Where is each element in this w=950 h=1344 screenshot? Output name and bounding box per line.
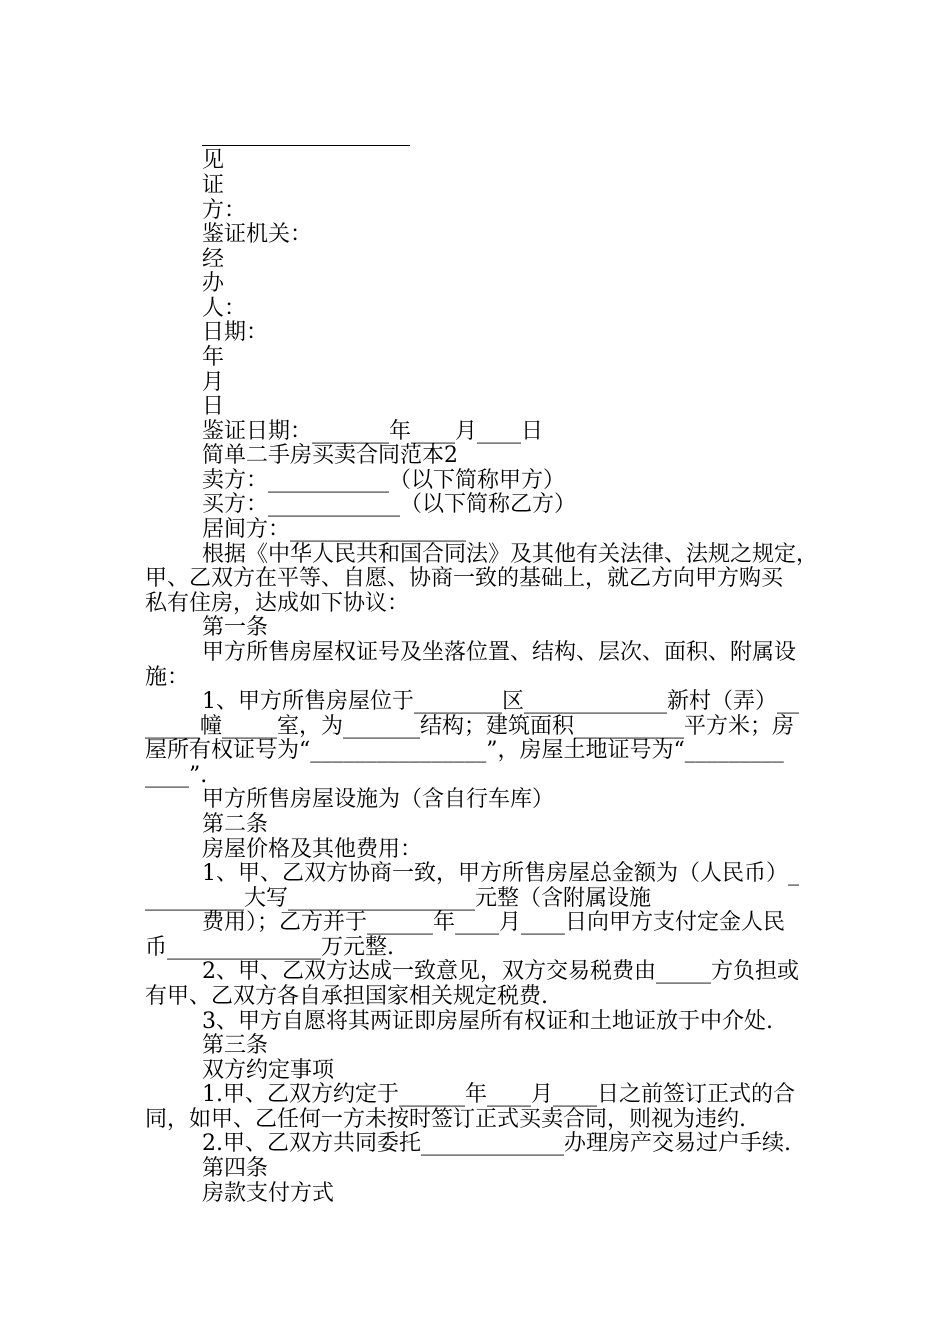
witness-label-2: 证 [202, 173, 225, 198]
article-1-item-1-line-4: ____”. [145, 763, 208, 788]
article-1-line-1: 甲方所售房屋权证号及坐落位置、结构、层次、面积、附属设 [202, 640, 797, 665]
article-2-item-1-line-1: 1、甲、乙双方协商一致，甲方所售房屋总金额为（人民币）_ [202, 861, 799, 886]
witness-label-3: 方： [202, 198, 247, 223]
authentication-date: 鉴证日期：_______年____月____日 [202, 419, 544, 444]
article-3-item-1-line-1: 1.甲、乙双方约定于______年____月____日之前签订正式的合 [202, 1082, 795, 1107]
article-2-item-1-line-4: 币______________万元整. [145, 935, 394, 960]
date-label: 日期： [202, 320, 269, 345]
article-3-item-1-line-2: 同，如甲、乙任何一方未按时签订正式买卖合同，则视为违约. [145, 1107, 746, 1132]
article-3-title: 双方约定事项 [202, 1058, 335, 1083]
article-2-item-2-line-2: 有甲、乙双方各自承担国家相关规定税费. [145, 984, 548, 1009]
article-1-item-1-line-3: 屋所有权证号为“________________”，房屋土地证号为“_________ [145, 738, 784, 763]
intermediary-line: 居间方：________________ [202, 517, 467, 542]
article-2-title: 房屋价格及其他费用： [202, 837, 423, 862]
article-1-heading: 第一条 [202, 615, 269, 640]
preamble-line-3: 私有住房，达成如下协议： [145, 591, 410, 616]
article-2-item-1-line-3: 费用）；乙方并于______年____月____日向甲方支付定金人民 [202, 910, 786, 935]
seller-line: 卖方：___________（以下简称甲方） [202, 468, 566, 493]
preamble-line-2: 甲、乙双方在平等、自愿、协商一致的基础上，就乙方向甲方购买 [145, 566, 784, 591]
authentication-agency-label: 鉴证机关： [202, 222, 313, 247]
article-4-heading: 第四条 [202, 1156, 269, 1181]
facilities-line: 甲方所售房屋设施为（含自行车库） [202, 787, 555, 812]
article-4-title: 房款支付方式 [202, 1181, 335, 1206]
article-2-heading: 第二条 [202, 812, 269, 837]
handler-label-2: 办 [202, 271, 225, 296]
date-day: 日 [202, 394, 225, 419]
article-2-item-2-line-1: 2、甲、乙双方达成一致意见，双方交易税费由_____方负担或 [202, 959, 799, 984]
contract-title: 简单二手房买卖合同范本2 [202, 443, 458, 468]
date-year: 年 [202, 345, 225, 370]
signature-line [202, 145, 410, 146]
date-month: 月 [202, 370, 225, 395]
handler-label-3: 人： [202, 296, 247, 321]
article-2-item-3: 3、甲方自愿将其两证即房屋所有权证和土地证放于中介处. [202, 1009, 773, 1034]
article-1-line-2: 施： [145, 665, 190, 690]
witness-label-1: 见 [202, 148, 225, 173]
article-1-item-1-line-1: 1、甲方所售房屋位于________区_____________新村（弄）__ [202, 689, 799, 714]
handler-label-1: 经 [202, 247, 225, 272]
article-3-heading: 第三条 [202, 1033, 269, 1058]
article-1-item-1-line-2: _____幢_____室，为_______结构；建筑面积__________平方米；房 [145, 714, 795, 739]
buyer-line: 买方：____________（以下简称乙方） [202, 492, 577, 517]
article-2-item-1-line-2: _________大写_________________元整（含附属设施 [145, 886, 652, 911]
preamble-line-1: 根据《中华人民共和国合同法》及其他有关法律、法规之规定， [202, 542, 819, 567]
article-3-item-2: 2.甲、乙双方共同委托_____________办理房产交易过户手续. [202, 1131, 791, 1156]
